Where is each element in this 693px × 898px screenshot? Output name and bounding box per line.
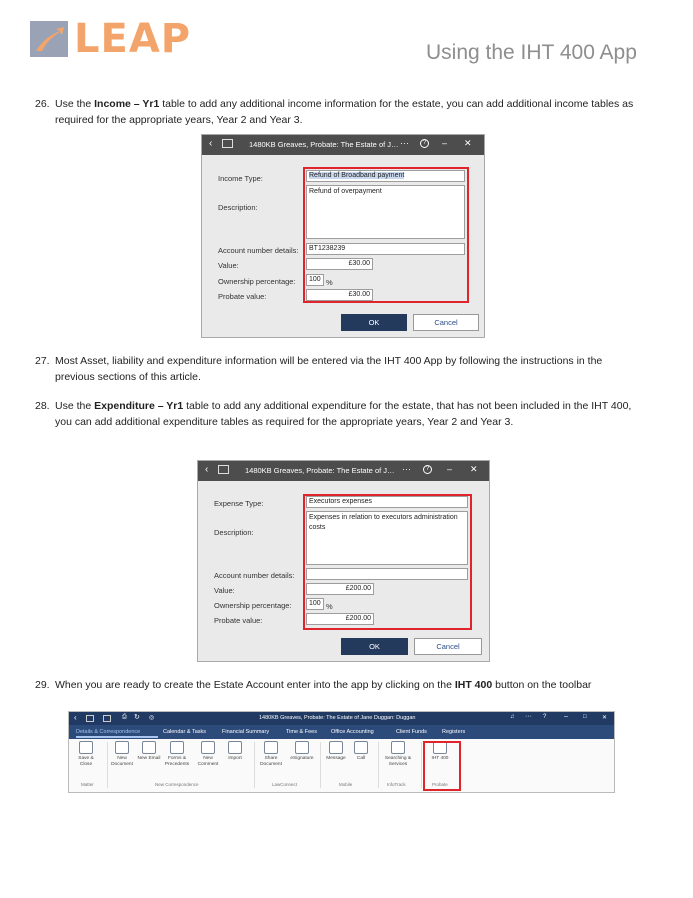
value-label: Value: — [218, 261, 239, 270]
cancel-button[interactable]: Cancel — [414, 638, 482, 655]
group-label-matter: Matter — [81, 782, 94, 787]
sync-icon[interactable]: ↻ — [134, 714, 140, 721]
probate-value-label: Probate value: — [218, 292, 267, 301]
tab-financial-summary[interactable]: Financial Summary — [222, 729, 270, 735]
back-icon[interactable]: ‹ — [74, 713, 77, 722]
leap-toolbar-window — [68, 711, 615, 793]
import-button[interactable]: Import — [222, 741, 248, 762]
close-icon[interactable]: ✕ — [602, 715, 608, 721]
more-icon[interactable]: ··· — [402, 464, 411, 474]
toolbar-tabs — [69, 725, 614, 739]
tab-time-fees[interactable]: Time & Fees — [286, 729, 317, 735]
value-field[interactable]: £30.00 — [306, 258, 373, 270]
import-icon — [228, 741, 242, 754]
description-label: Description: — [218, 203, 258, 212]
step-text: Most Asset, liability and expenditure information will be entered via the IHT 400 App by following the instructions in the previous sections of this article. — [55, 355, 603, 383]
tab-details-correspondence[interactable]: Details & Correspondence — [76, 729, 141, 735]
cancel-button[interactable]: Cancel — [413, 314, 479, 331]
group-label-infotrack: InfoTrack — [387, 782, 406, 787]
step-28 — [35, 399, 635, 430]
percent-sign: % — [326, 602, 333, 611]
value-field[interactable]: £200.00 — [306, 583, 374, 595]
comment-icon — [201, 741, 215, 754]
print-icon[interactable]: ⎙ — [122, 714, 127, 720]
step-text: When you are ready to create the Estate Account enter into the app by clicking on the — [55, 679, 455, 691]
email-icon[interactable] — [103, 715, 111, 722]
percent-sign: % — [326, 278, 333, 287]
folder-icon[interactable] — [86, 715, 94, 722]
account-number-label: Account number details: — [218, 246, 299, 255]
globe-icon[interactable]: ◎ — [149, 715, 155, 721]
save-close-button[interactable]: Save & Close — [73, 741, 99, 767]
ownership-label: Ownership percentage: — [214, 601, 292, 610]
ownership-field[interactable]: 100 — [306, 598, 324, 610]
step-number: 27. — [35, 355, 50, 367]
description-label: Description: — [214, 528, 254, 537]
dialog-window-title: 1480KB Greaves, Probate: The Estate of J… — [249, 140, 399, 149]
folder-icon[interactable] — [218, 465, 229, 474]
leap-logo-mark — [30, 21, 68, 57]
expense-type-label: Expense Type: — [214, 499, 264, 508]
folder-icon[interactable] — [222, 139, 233, 148]
close-icon[interactable]: ✕ — [464, 138, 472, 148]
message-icon — [329, 741, 343, 754]
step-bold: IHT 400 — [454, 679, 493, 691]
probate-value-field[interactable]: £200.00 — [306, 613, 374, 625]
step-number: 29. — [35, 679, 50, 691]
more-icon[interactable]: ··· — [525, 713, 532, 720]
group-label-new-correspondence: New Correspondence — [155, 782, 199, 787]
expense-type-field[interactable]: Executors expenses — [306, 496, 468, 508]
minimize-icon[interactable]: – — [447, 464, 453, 474]
phone-icon — [354, 741, 368, 754]
dialog-title-bar — [202, 135, 484, 155]
searching-services-button[interactable]: Searching & Services — [383, 741, 413, 767]
step-text: Use the — [55, 98, 95, 110]
email-icon — [142, 741, 156, 754]
document-icon — [115, 741, 129, 754]
description-field[interactable]: Refund of overpayment — [306, 185, 465, 239]
forms-icon — [170, 741, 184, 754]
step-number: 26. — [35, 98, 50, 110]
page-title: Using the IHT 400 App — [426, 41, 637, 64]
group-label-probate: Probate — [432, 782, 448, 787]
share-icon — [264, 741, 278, 754]
back-icon[interactable]: ‹ — [205, 464, 209, 475]
call-button[interactable]: Call — [348, 741, 374, 762]
ribbon-separator — [254, 742, 255, 788]
message-button[interactable]: Message — [323, 741, 349, 762]
step-29 — [35, 678, 635, 694]
close-icon[interactable]: ✕ — [470, 464, 478, 474]
esignature-button[interactable]: eSignature — [289, 741, 315, 762]
account-number-label: Account number details: — [214, 571, 295, 580]
highlight-box — [303, 494, 472, 630]
active-tab-indicator — [76, 736, 158, 738]
forms-precedents-button[interactable]: Forms & Precedents — [164, 741, 190, 767]
help-icon[interactable]: ? — [420, 139, 429, 148]
ribbon-separator — [378, 742, 379, 788]
notification-icon[interactable]: ♫ — [510, 714, 515, 720]
probate-value-label: Probate value: — [214, 616, 263, 625]
iht400-button[interactable]: IHT 400 — [427, 741, 453, 762]
step-bold: Income – Yr1 — [94, 98, 160, 110]
step-27 — [35, 354, 635, 385]
step-text: table to add any additional income information for the estate, you can add additional income tables as required for the appropriate years, Year 2 and Year 3. — [55, 98, 634, 126]
step-bold: Expenditure – Yr1 — [94, 400, 184, 412]
ribbon-separator — [107, 742, 108, 788]
toolbar-window-title: 1480KB Greaves, Probate: The Estate of Jane Duggan: Duggan — [259, 715, 416, 721]
signature-icon — [295, 741, 309, 754]
dialog-title-bar — [198, 461, 489, 481]
income-type-field[interactable]: Refund of Broadband payment — [306, 170, 465, 182]
minimize-icon[interactable]: – — [564, 713, 568, 720]
ok-button[interactable]: OK — [341, 638, 408, 655]
highlight-box — [303, 167, 469, 303]
ok-button[interactable]: OK — [341, 314, 407, 331]
income-dialog — [201, 134, 485, 338]
ownership-field[interactable]: 100 — [306, 274, 324, 286]
description-field[interactable]: Expenses in relation to executors administration costs — [306, 511, 468, 565]
toolbar-ribbon — [69, 739, 614, 792]
step-26 — [35, 97, 635, 128]
dialog-window-title: 1480KB Greaves, Probate: The Estate of J… — [245, 466, 395, 475]
tab-registers[interactable]: Registers — [442, 729, 466, 735]
step-text: Use the — [55, 400, 95, 412]
maximize-icon[interactable]: □ — [583, 714, 587, 720]
help-icon[interactable]: ? — [423, 465, 432, 474]
help-icon[interactable]: ? — [543, 714, 547, 720]
leap-logo-text: LEAP — [74, 16, 192, 62]
back-icon[interactable]: ‹ — [209, 138, 213, 149]
ribbon-separator — [421, 742, 422, 788]
more-icon[interactable]: ··· — [400, 138, 409, 148]
home-search-icon — [391, 741, 405, 754]
group-label-mobile: Mobile — [339, 782, 353, 787]
minimize-icon[interactable]: – — [442, 138, 448, 148]
tab-client-funds[interactable]: Client Funds — [396, 729, 427, 735]
probate-value-field[interactable]: £30.00 — [306, 289, 373, 301]
expense-dialog — [197, 460, 490, 662]
step-number: 28. — [35, 400, 50, 412]
share-document-button[interactable]: Share Document — [258, 741, 284, 767]
account-number-field[interactable]: BT1238239 — [306, 243, 465, 255]
tab-calendar-tasks[interactable]: Calendar & Tasks — [163, 729, 207, 735]
tab-office-accounting[interactable]: Office Accounting — [331, 729, 374, 735]
income-type-label: Income Type: — [218, 174, 263, 183]
ownership-label: Ownership percentage: — [218, 277, 296, 286]
new-email-button[interactable]: New Email — [136, 741, 162, 762]
leap-logo — [30, 18, 191, 60]
step-text: button on the toolbar — [492, 679, 592, 691]
step-text: table to add any additional expenditure for the estate, that has not been included in the IHT 400, you can add additional expenditure tables as required for the appropriate years, Year 2 and Year 3. — [55, 400, 632, 428]
ribbon-separator — [320, 742, 321, 788]
new-comment-button[interactable]: New Comment — [195, 741, 221, 767]
value-label: Value: — [214, 586, 235, 595]
toolbar-title-bar — [69, 712, 614, 725]
save-icon — [79, 741, 93, 754]
new-document-button[interactable]: New Document — [109, 741, 135, 767]
group-label-lawconnect: LawConnect — [272, 782, 298, 787]
